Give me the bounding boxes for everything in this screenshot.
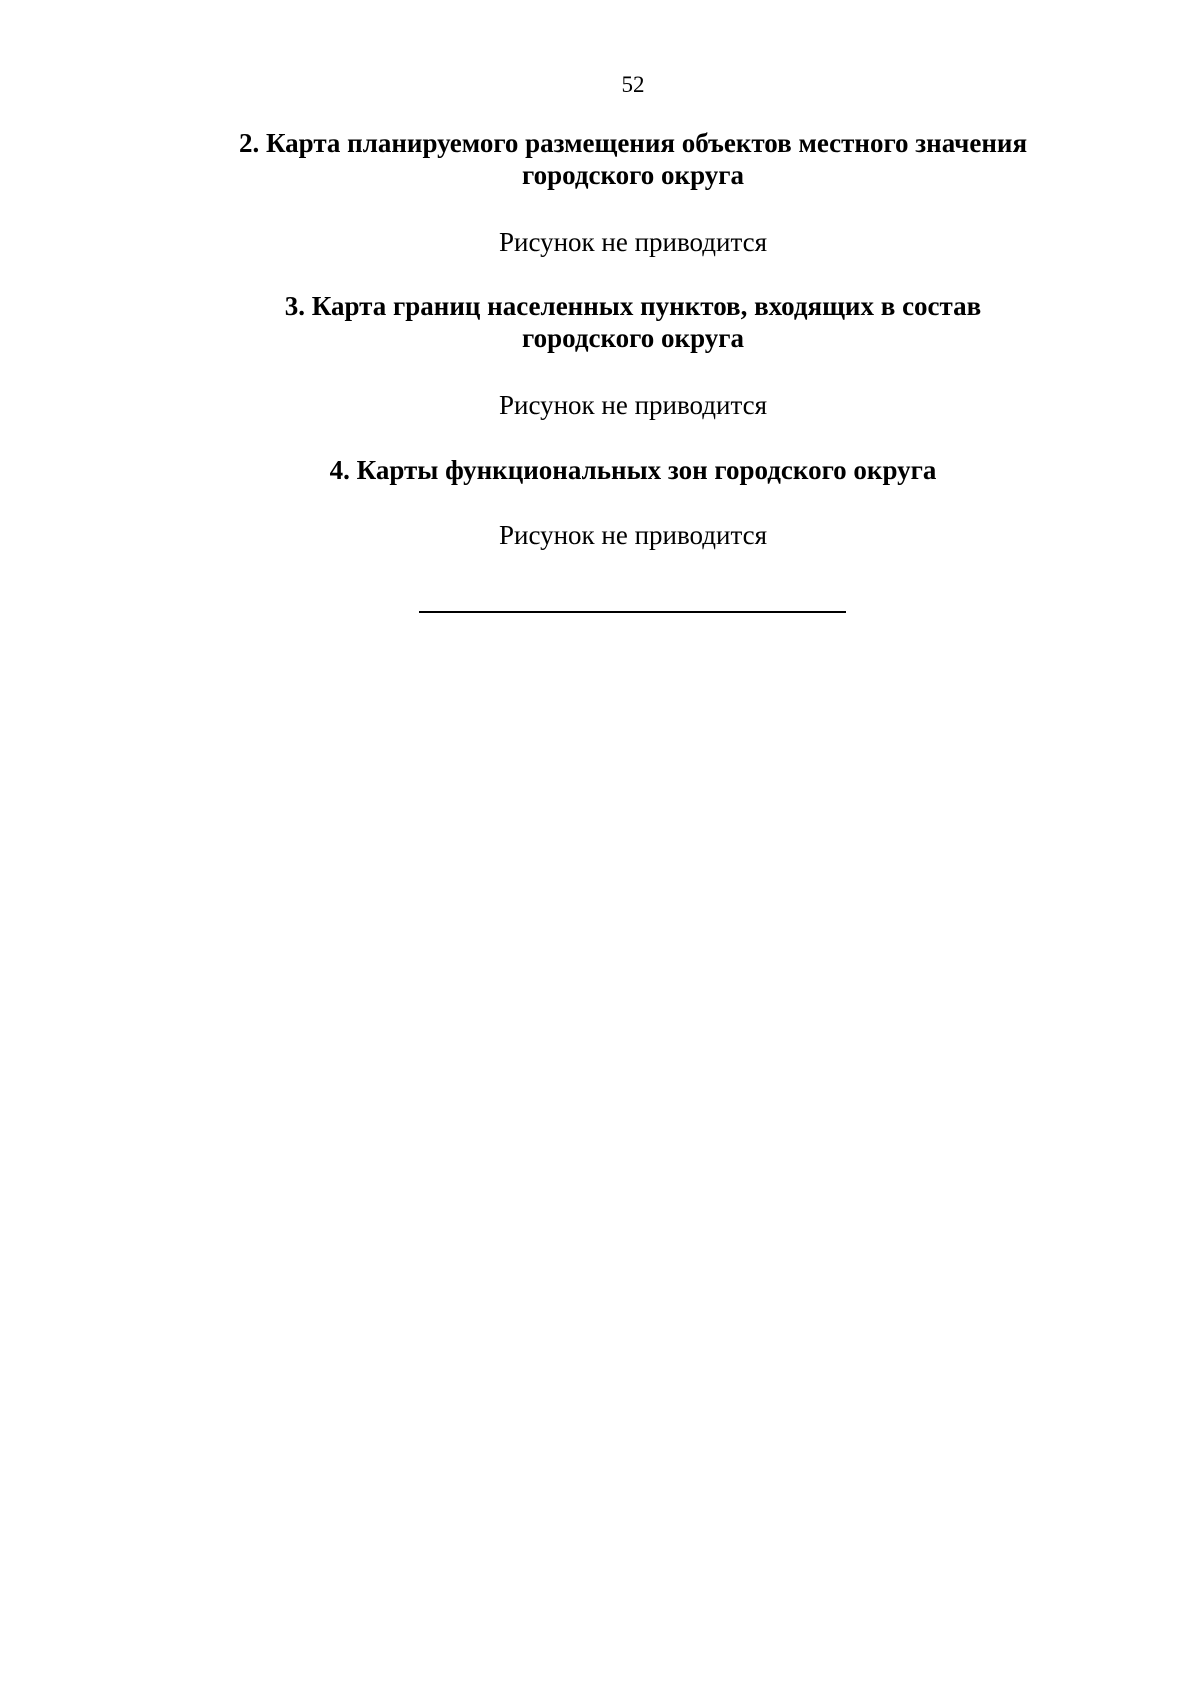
figure-omitted-note: Рисунок не приводится xyxy=(499,390,767,420)
section-heading-4: 4. Карты функциональных зон городского округа xyxy=(329,455,937,485)
figure-omitted-note: Рисунок не приводится xyxy=(499,227,767,257)
page-number: 52 xyxy=(621,72,645,97)
end-of-document-rule xyxy=(419,611,846,613)
section-heading-3: 3. Карта границ населенных пунктов, входящих в состав городского округа xyxy=(284,291,982,353)
section-heading-2: 2. Карта планируемого размещения объектов местного значения городского округа xyxy=(238,128,1028,190)
figure-omitted-note: Рисунок не приводится xyxy=(499,520,767,550)
